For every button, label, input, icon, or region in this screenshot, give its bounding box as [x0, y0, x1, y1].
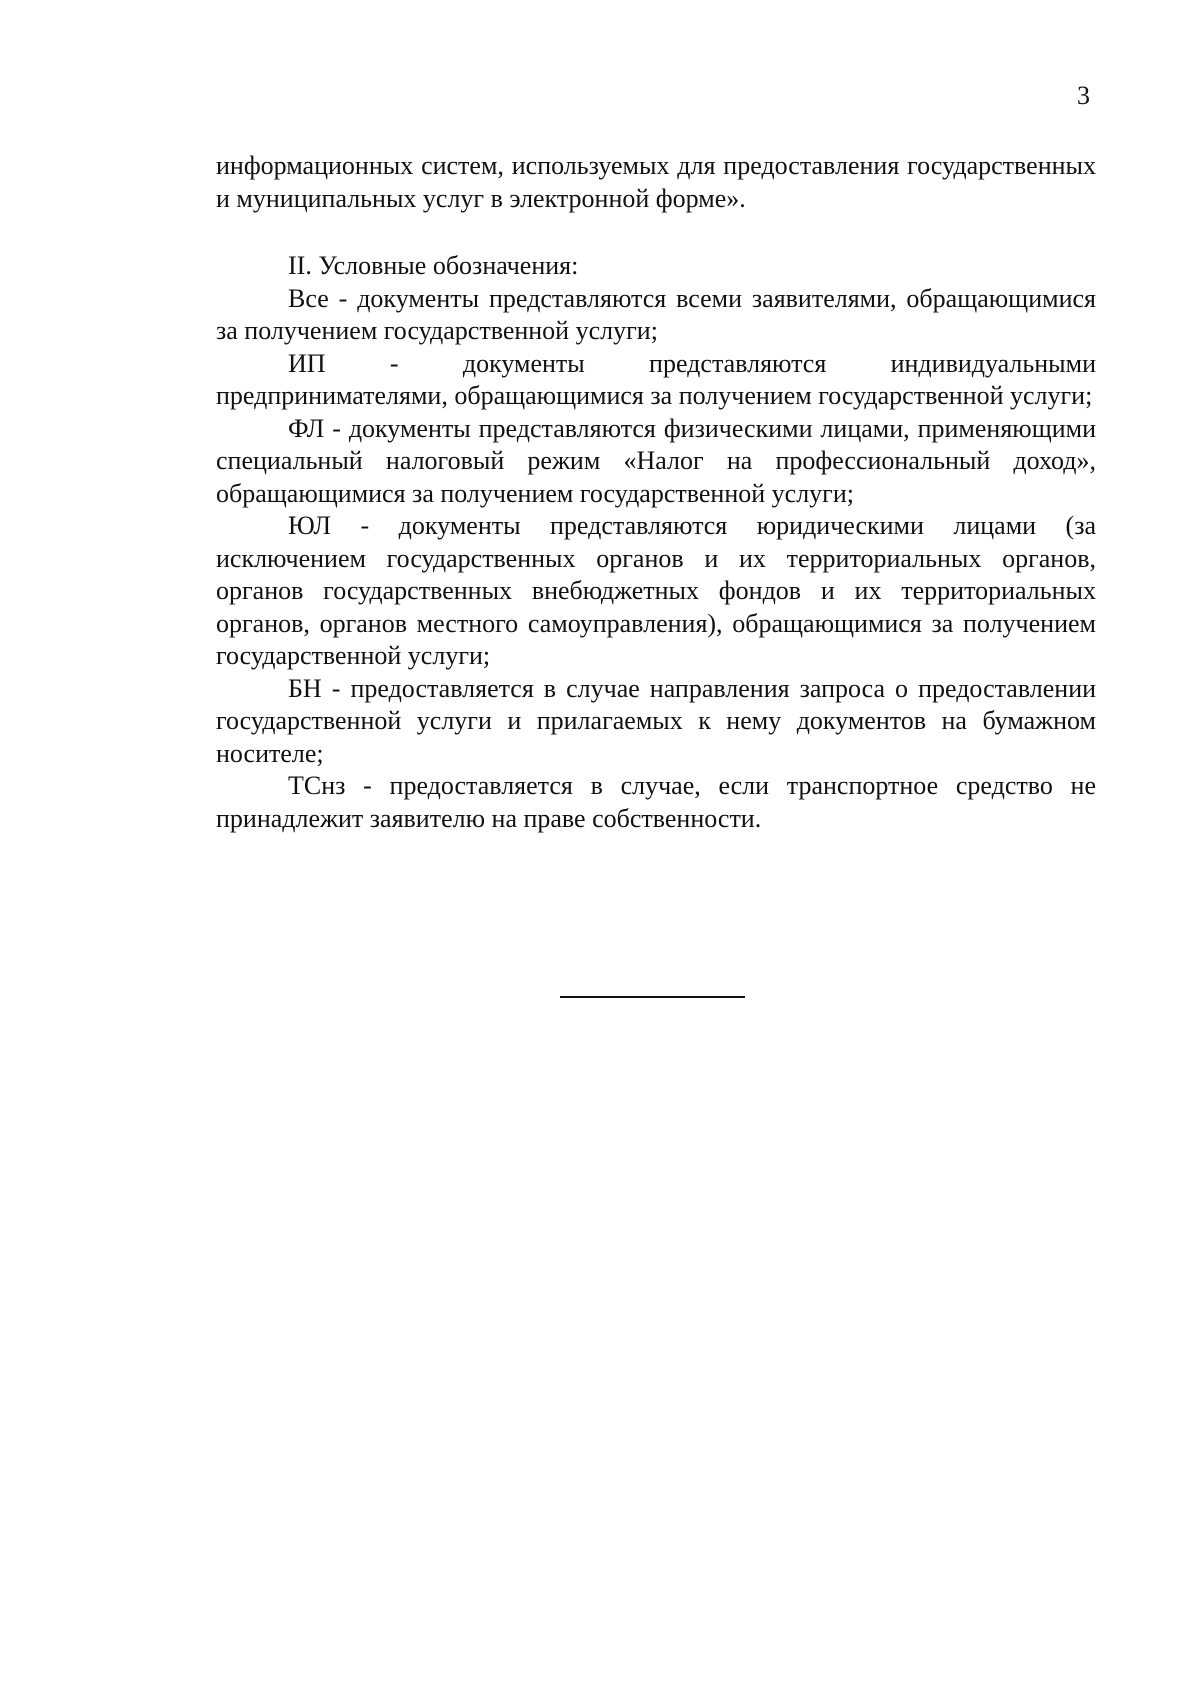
- definition-separator: -: [389, 348, 399, 378]
- definition-code: БН: [288, 673, 322, 703]
- definition-separator: -: [338, 283, 348, 313]
- definition-entry: [216, 770, 1096, 835]
- continued-paragraph-block: [216, 150, 1096, 215]
- end-rule: [560, 996, 745, 998]
- definition-code: ЮЛ: [288, 511, 332, 540]
- definition-description: документы представляются всеми заявителями, обращающимися за получением государственной услуги;: [216, 283, 1096, 345]
- definition-description: документы представляются индивидуальными предпринимателями, обращающимися за получением государственной услуги;: [216, 348, 1096, 410]
- definition-description: документы представляются юридическими лицами (за исключением государственных органов и их территориальных органов, органов государственных внебюджетных фондов и их территориальных органов, органов местного самоуправления), обращающимися за получением государственной услуги;: [216, 511, 1097, 670]
- definition-description: предоставляется в случае направления запроса о предоставлении государственной услуги и прилагаемых к нему документов на бумажном носителе;: [216, 673, 1097, 768]
- definition-entry: [216, 283, 1096, 348]
- definition-code: Все: [288, 283, 329, 313]
- definition-separator: -: [363, 771, 372, 800]
- definition-entry: [216, 348, 1096, 413]
- definition-entry: [216, 413, 1096, 511]
- definition-code: ТСнз: [288, 771, 346, 800]
- definition-entry: [216, 510, 1096, 673]
- conventions-section: [216, 250, 1096, 835]
- definition-separator: -: [360, 511, 370, 540]
- definition-code: ИП: [288, 348, 326, 378]
- definition-separator: -: [332, 413, 341, 443]
- definition-entry: [216, 673, 1096, 771]
- continued-paragraph: информационных систем, используемых для предоставления государственных и муниципальных услуг в электронной форме».: [216, 151, 1096, 213]
- definition-separator: -: [331, 673, 341, 703]
- definition-code: ФЛ: [288, 413, 325, 443]
- definition-description: документы представляются физическими лицами, применяющими специальный налоговый режим «Налог на профессиональный доход», обращающимися за получением государственной услуги;: [216, 413, 1097, 508]
- page-number: 3: [1077, 81, 1090, 110]
- definition-description: предоставляется в случае, если транспортное средство не принадлежит заявителю на праве собственности.: [216, 771, 1097, 833]
- section-heading: II. Условные обозначения:: [288, 251, 579, 280]
